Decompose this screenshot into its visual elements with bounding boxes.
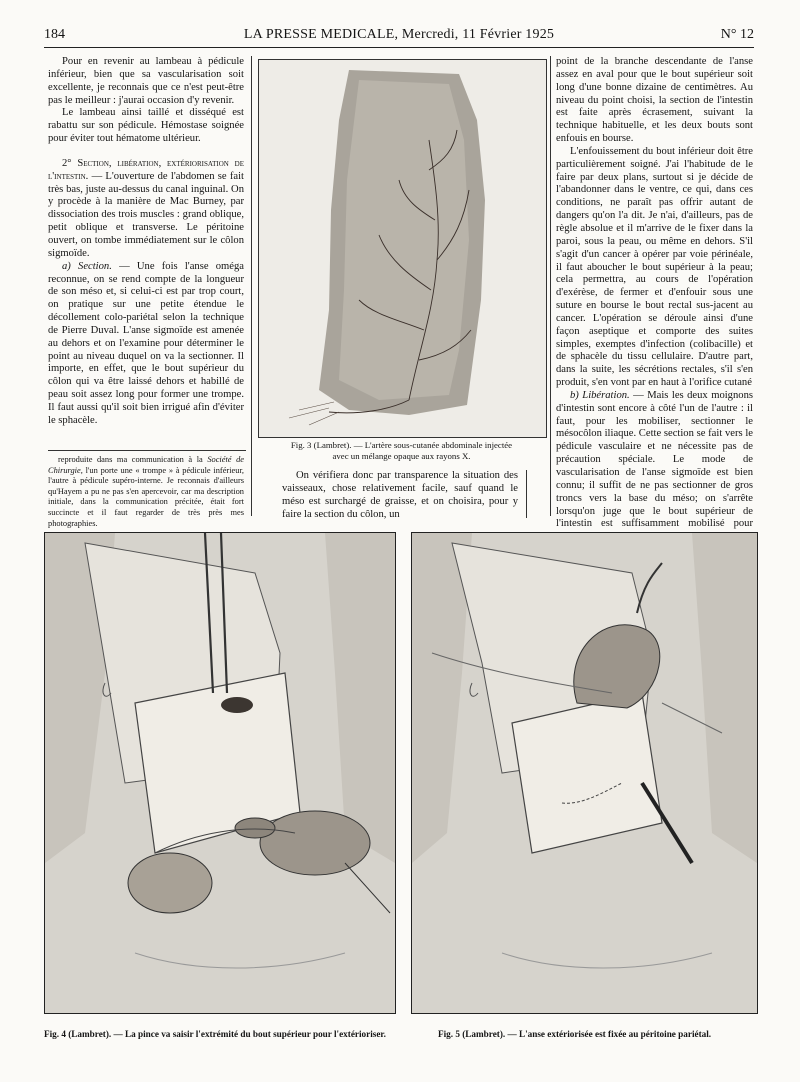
footnote-rule	[48, 450, 246, 451]
paragraph: point de la branche descendante de l'anse assez en aval pour que le bout supérieur soit long d'une bonne dizaine de centimètres. Au niveau du point choisi, la section de l'intestin est faite après écrasement, suivant la technique habituelle, et les deux bouts sont enfouis en bourse.	[556, 56, 753, 145]
caption-line: Fig. 3 (Lambret). — L'artère sous-cutanée abdominale injectée	[290, 440, 513, 450]
middle-column	[282, 470, 518, 521]
caption-line: avec un mélange opaque aux rayons X.	[332, 451, 471, 461]
figure-4-caption: Fig. 4 (Lambret). — La pince va saisir l'extrémité du bout supérieur pour l'extérioriser.	[44, 1029, 386, 1039]
left-column	[48, 56, 244, 428]
issue-number: N° 12	[720, 27, 754, 42]
figure-5-image	[411, 532, 758, 1014]
paragraph: Le lambeau ainsi taillé et disséqué est rabattu sur son pédicule. Hémostase soignée pour éviter tout hématome ultérieur.	[48, 107, 244, 145]
footnote-italic: Société de Chirurgie	[48, 455, 244, 475]
right-column	[556, 56, 753, 544]
page-header	[44, 27, 754, 47]
header-rule	[44, 47, 754, 48]
paragraph: L'enfouissement du bout inférieur doit être particulièrement soigné. J'ai l'habitude de le faire par deux plans, surtout si je décide de l'abandonner dans le ventre, ce qui, dans ces conditions, ne paraît pas offrir autant de dangers qu'on l'a dit. Je n'ai, d'ailleurs, pas de règle absolue et il m'arrive de le fixer dans la paroi, sous la peau, ou même en dehors. S'il s'agit d'un cancer à opérer par voie périnéale, il faut aboucher le bout supérieur à la peau; cela permettra, au cours de l'opération d'exérèse, de fermer et d'enfouir sous une suture en bourse le bout rectal sus-jacent au cancer. L'opération se déroule ainsi d'une façon aseptique et comporte des suites simples, exemptes d'infection (colibacille) et de sphacèle du tissu cellulaire. D'autre part, dans la suite, les sécrétions rectales, s'il s'en produit, s'en vont par en haut à l'orifice cutané	[556, 145, 753, 389]
figure-5-caption: Fig. 5 (Lambret). — L'anse extériorisée est fixée au péritoine pariétal.	[438, 1029, 712, 1039]
subsection-heading: b) Libération.	[570, 389, 630, 401]
footnote-text: reproduite dans ma communication à la	[58, 455, 208, 464]
column-separator	[550, 56, 551, 516]
paragraph: On vérifiera donc par transparence la situation des vaisseaux, chose relativement facile, sauf quand le méso est surchargé de graisse, et on choisira, pour y faire la section du côlon, un	[282, 470, 518, 520]
paragraph: Pour en revenir au lambeau à pédicule inférieur, bien que sa vascularisation soit excellente, je reconnais que ce n'est peut-être pas le meilleur : j'aurai occasion d'y revenir.	[48, 56, 244, 106]
paragraph-text: — Une fois l'anse oméga reconnue, on se rend compte de la longueur de son méso et, si celui-ci est par trop court, on pratique sur une petite étendue le décollement colo-pariétal selon la technique de Pierre Duval. L'anse sigmoïde est amenée au dehors et on l'examine pour déterminer le point au niveau duquel on va la sectionner. Il importe, en effet, que le bout supérieur du côlon qui va être laissé dehors et habillé de peau soit assez long pour former une trompe. Il faut aussi qu'il soit bien irrigué afin d'éviter le sphacèle.	[48, 260, 244, 426]
figure-3-image	[258, 59, 547, 438]
section-paragraph	[48, 261, 244, 428]
figure-3-caption	[258, 440, 545, 462]
subsection-heading: a) Section.	[62, 260, 112, 272]
section-paragraph	[48, 158, 244, 261]
section-heading: 2° Section, libération, extériorisation de l'intestin.	[48, 157, 244, 182]
journal-title: LA PRESSE MEDICALE, Mercredi, 11 Février 1925	[243, 27, 555, 42]
footnote	[48, 455, 244, 529]
column-separator	[251, 56, 252, 516]
figure-4-image	[44, 532, 396, 1014]
section-paragraph	[556, 390, 753, 544]
footnote-text: , l'un porte une « trompe » à pédicule inférieur, l'autre à pédicule supéro-interne. Je reconnais d'ailleurs qu'Hayem a pu ne pas s'en apercevoir, car ma description initiale, dans la communication précitée, était fort succincte et il faut regarder de très près mes photographies.	[48, 465, 244, 528]
page-number: 184	[44, 27, 65, 42]
paragraph-text: — L'ouverture de l'abdomen se fait très bas, juste au-dessus du canal inguinal. On y procède à la manière de Mac Burney, par dissociation des trois muscles : grand oblique, petit oblique et transverse. Le péritoine ouvert, on tombe immédiatement sur le côlon sigmoïde.	[48, 170, 244, 259]
paragraph-text: — Mais les deux moignons d'intestin sont encore à côté l'un de l'autre : il faut, pour les mobiliser, sectionner le mésocôlon iliaque. Cette section se fait vers le pédicule vasculaire et ne nécessite pas de précaution spéciale. Le mode de vascularisation de l'anse sigmoïde est bien connu; il suffit de ne pas sectionner de gros troncs vers la base du méso; on s'arrête lorsqu'on juge que le bout supérieur de l'intestin est suffisamment mobilisé pour	[556, 389, 753, 530]
column-separator	[526, 470, 527, 518]
